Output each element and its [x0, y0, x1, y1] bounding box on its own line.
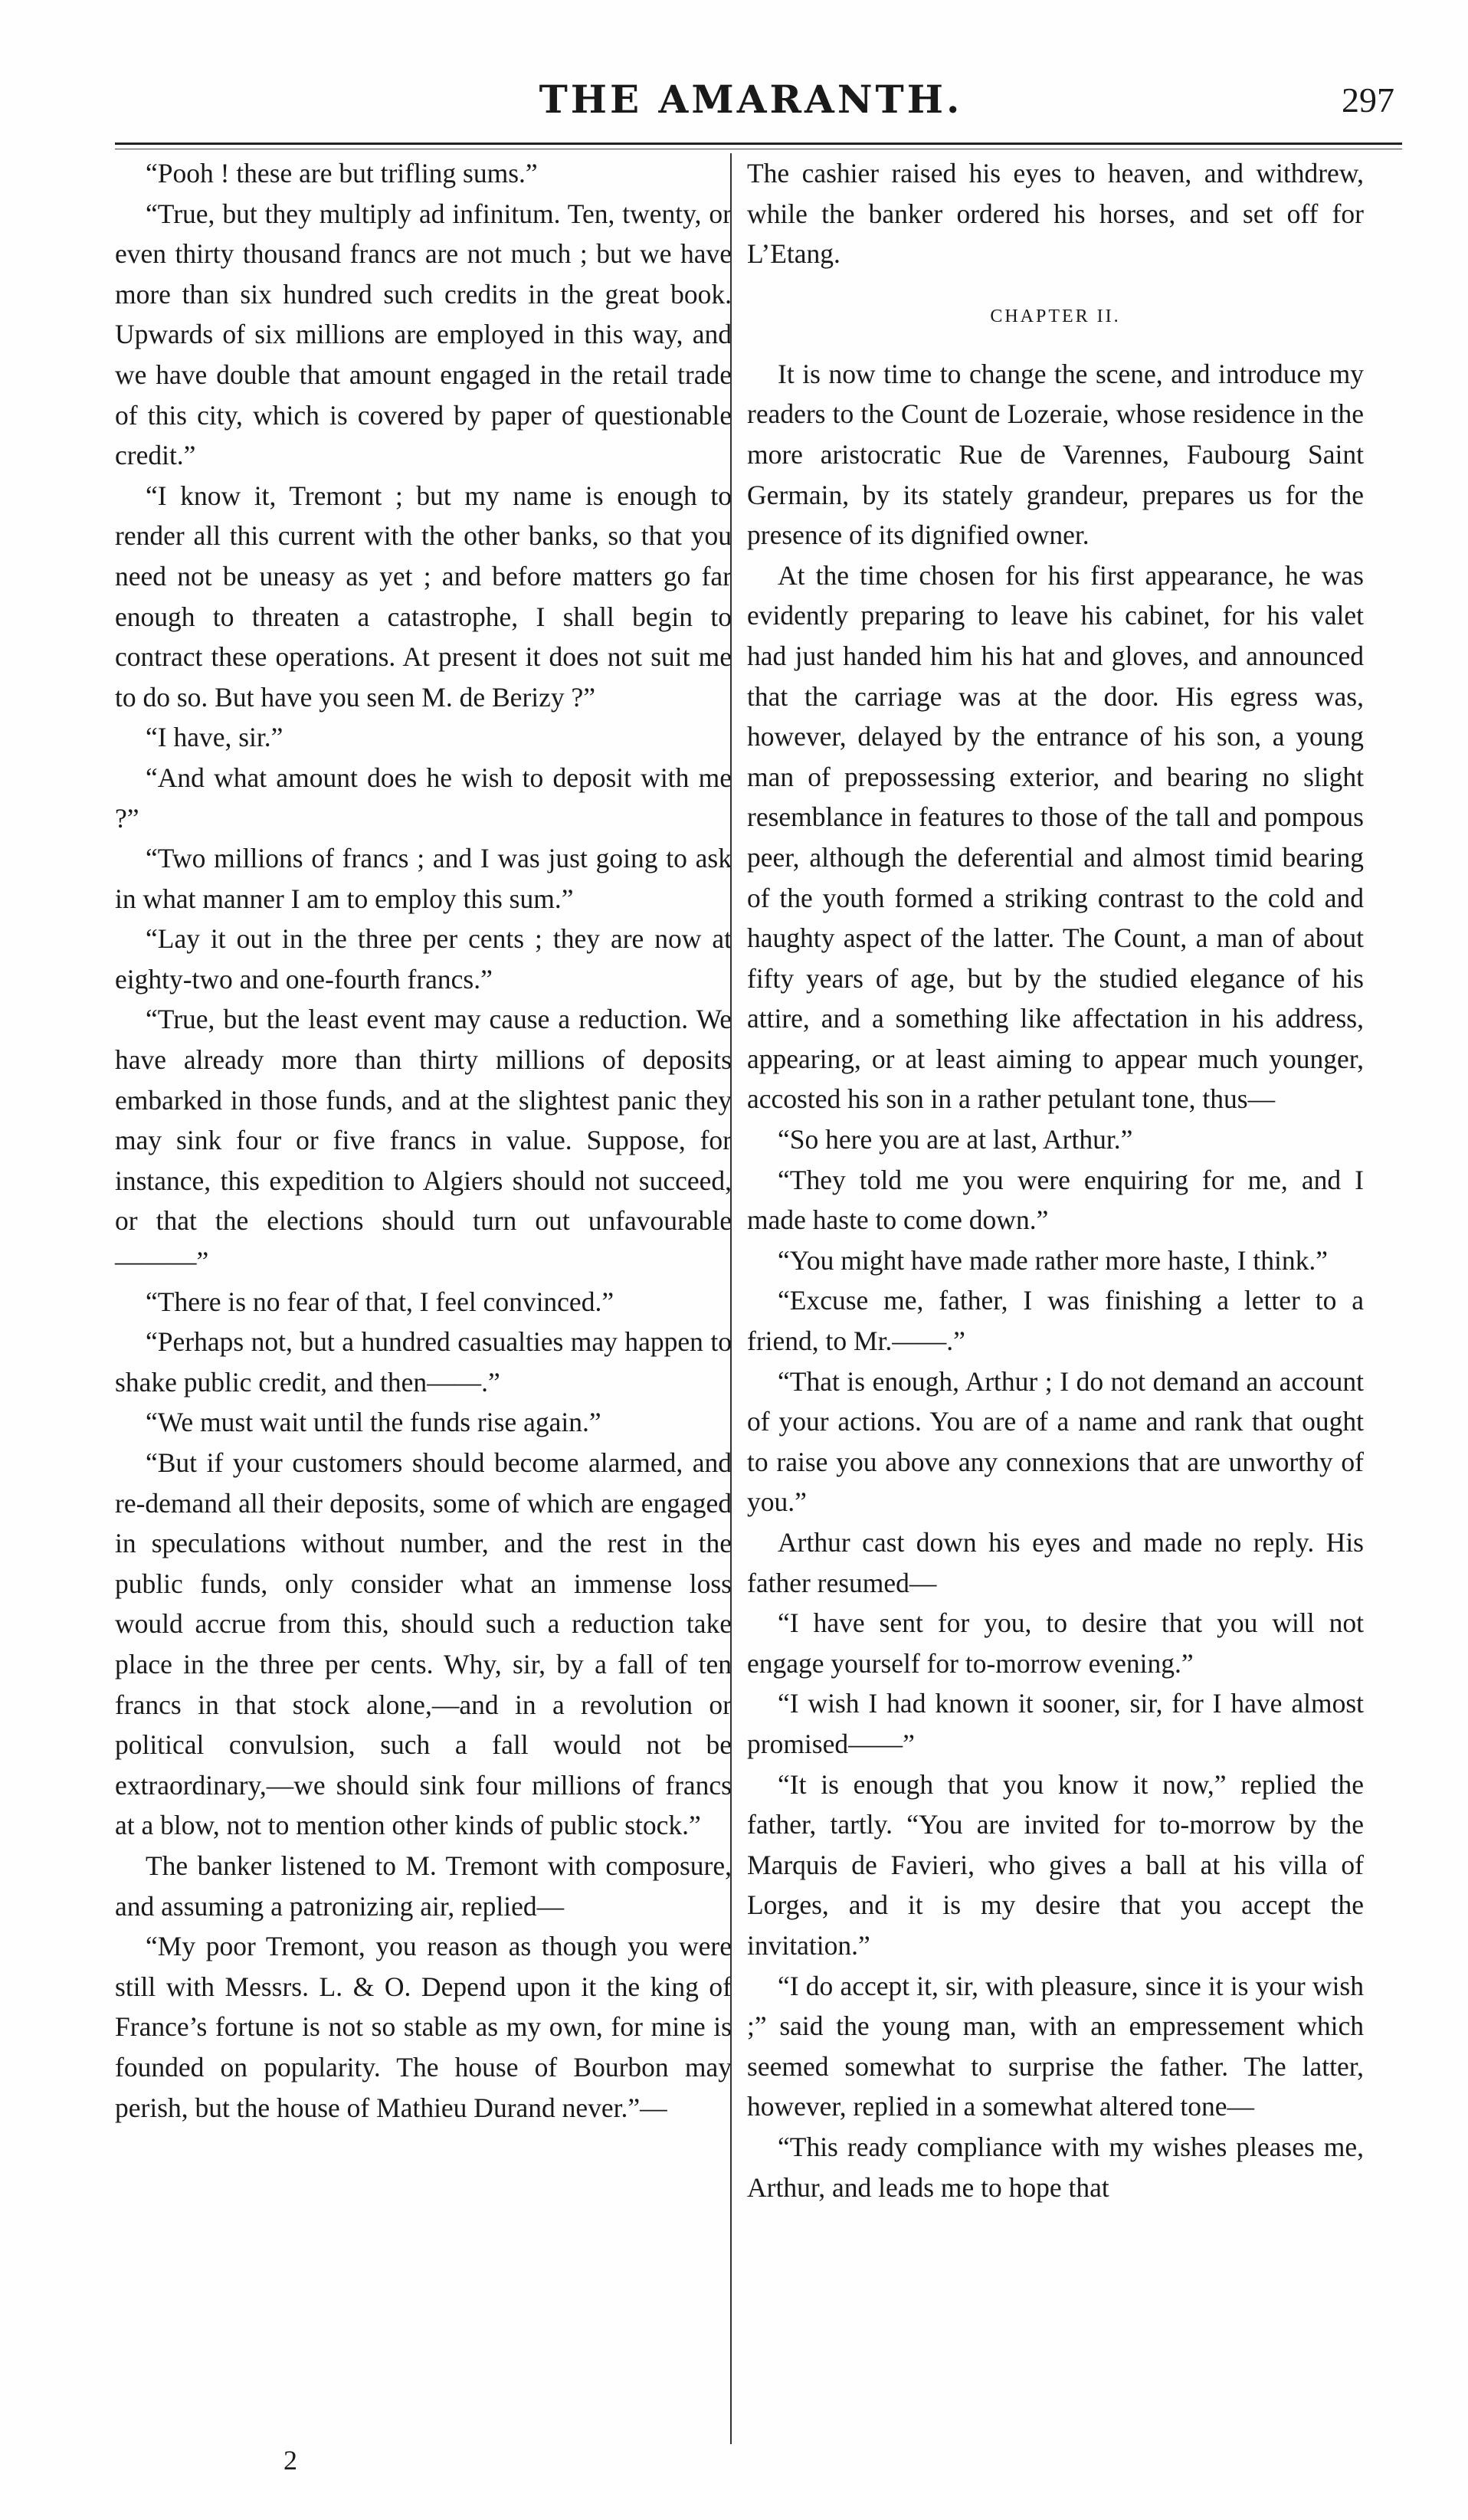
paragraph: “There is no fear of that, I feel convinced.”: [146, 1286, 614, 1317]
paragraph: “And what amount does he wish to deposit with me ?”: [115, 762, 732, 834]
paragraph: At the time chosen for his first appearance, he was evidently preparing to leave his cabinet, for his valet had just handed him his hat and gloves, and announced that the carriage was at the door. His egress was, however, delayed by the entrance of his son, a young man of prepossessing exterior, and bearing no slight resemblance in features to those of the tall and pompous peer, although the deferential and almost timid bearing of the youth formed a striking contrast to the cold and haughty aspect of the latter. The Count, a man of about fifty years of age, but by the studied elegance of his attire, and a something like affectation in his address, appearing, or at least aiming to appear much younger, accosted his son in a rather petulant tone, thus—: [747, 559, 1364, 1115]
column-divider: [730, 153, 732, 2444]
paragraph: “Lay it out in the three per cents ; they are now at eighty-two and one-fourth francs.”: [115, 923, 732, 995]
paragraph: “True, but the least event may cause a reduction. We have already more than thirty millions of deposits embarked in those funds, and at the slightest panic they may sink four or five francs in value. Suppose, for instance, this expedition to Algiers should not succeed, or that the elections should turn out unfavourable———”: [115, 1004, 732, 1277]
paragraph: “It is enough that you know it now,” replied the father, tartly. “You are invited for to-morrow by the Marquis de Favieri, who gives a ball at his villa of Lorges, and it is my desire that you accept the invitation.”: [747, 1768, 1364, 1961]
paragraph: “They told me you were enquiring for me, and I made haste to come down.”: [747, 1164, 1364, 1236]
left-column: [115, 153, 732, 2128]
paragraph: “We must wait until the funds rise again.”: [146, 1407, 601, 1438]
right-column: [747, 153, 1364, 2207]
paragraph: “You might have made rather more haste, I think.”: [778, 1244, 1329, 1276]
paragraph: “True, but they multiply ad infinitum. Ten, twenty, or even thirty thousand francs are not much ; but we have more than six hundred such credits in the great book. Upwards of six millions are employed in this way, and we have double that amount engaged in the retail trade of this city, which is covered by paper of questionable credit.”: [115, 198, 732, 471]
paragraph: “I know it, Tremont ; but my name is enough to render all this current with the other banks, so that you need not be uneasy as yet ; and before matters go far enough to threaten a catastrophe, I shall begin to contract these operations. At present it does not suit me to do so. But have you seen M. de Berizy ?”: [115, 480, 732, 713]
running-head: [107, 77, 1394, 130]
paragraph: Arthur cast down his eyes and made no reply. His father resumed—: [747, 1527, 1364, 1598]
paragraph: “This ready compliance with my wishes pleases me, Arthur, and leads me to hope that: [747, 2131, 1364, 2203]
paragraph: “Perhaps not, but a hundred casualties may happen to shake public credit, and then——.”: [115, 1326, 732, 1398]
signature-mark: 2: [283, 2445, 297, 2476]
paragraph: “So here you are at last, Arthur.”: [778, 1124, 1133, 1155]
paragraph: It is now time to change the scene, and introduce my readers to the Count de Lozeraie, whose residence in the more aristocratic Rue de Varennes, Faubourg Saint Germain, by its stately grandeur, prepares us for the presence of its dignified owner.: [747, 358, 1364, 551]
paragraph: “I have, sir.”: [146, 722, 283, 753]
paragraph: “Two millions of francs ; and I was just going to ask in what manner I am to employ this sum.”: [115, 843, 732, 914]
paragraph: The cashier raised his eyes to heaven, and withdrew, while the banker ordered his horses, and set off for L’Etang.: [747, 158, 1364, 270]
page-number: 297: [1342, 80, 1394, 120]
paragraph: “I have sent for you, to desire that you will not engage yourself for to-morrow evening.”: [747, 1607, 1364, 1679]
header-rule: [115, 143, 1402, 145]
paragraph: “That is enough, Arthur ; I do not demand an account of your actions. You are of a name and rank that ought to raise you above any connexions that are unworthy of you.”: [747, 1365, 1364, 1518]
paragraph: “My poor Tremont, you reason as though you were still with Messrs. L. & O. Depend upon it the king of France’s fortune is not so stable as my own, for mine is founded on popularity. The house of Bourbon may perish, but the house of Mathieu Durand never.”—: [115, 1931, 732, 2123]
paragraph: “Excuse me, father, I was finishing a letter to a friend, to Mr.——.”: [747, 1285, 1364, 1357]
chapter-heading: CHAPTER II.: [990, 306, 1121, 326]
journal-title: THE AMARANTH.: [539, 77, 963, 122]
paragraph: The banker listened to M. Tremont with composure, and assuming a patronizing air, replied—: [115, 1850, 732, 1922]
paragraph: “I do accept it, sir, with pleasure, since it is your wish ;” said the young man, with an empressement which seemed somewhat to surprise the father. The latter, however, replied in a somewhat altered tone—: [747, 1970, 1364, 2122]
paragraph: “I wish I had known it sooner, sir, for I have almost promised——”: [747, 1688, 1364, 1759]
paragraph: “Pooh ! these are but trifling sums.”: [146, 158, 538, 188]
paragraph: “But if your customers should become alarmed, and re-demand all their deposits, some of which are engaged in speculations without number, and the rest in the public funds, only consider what an immense loss would accrue from this, should such a reduction take place in the three per cents. Why, sir, by a fall of ten francs in that stock alone,—and in a revolution or political convulsion, such a fall would not be extraordinary,—we should sink four millions of francs at a blow, not to mention other kinds of public stock.”: [115, 1447, 732, 1841]
